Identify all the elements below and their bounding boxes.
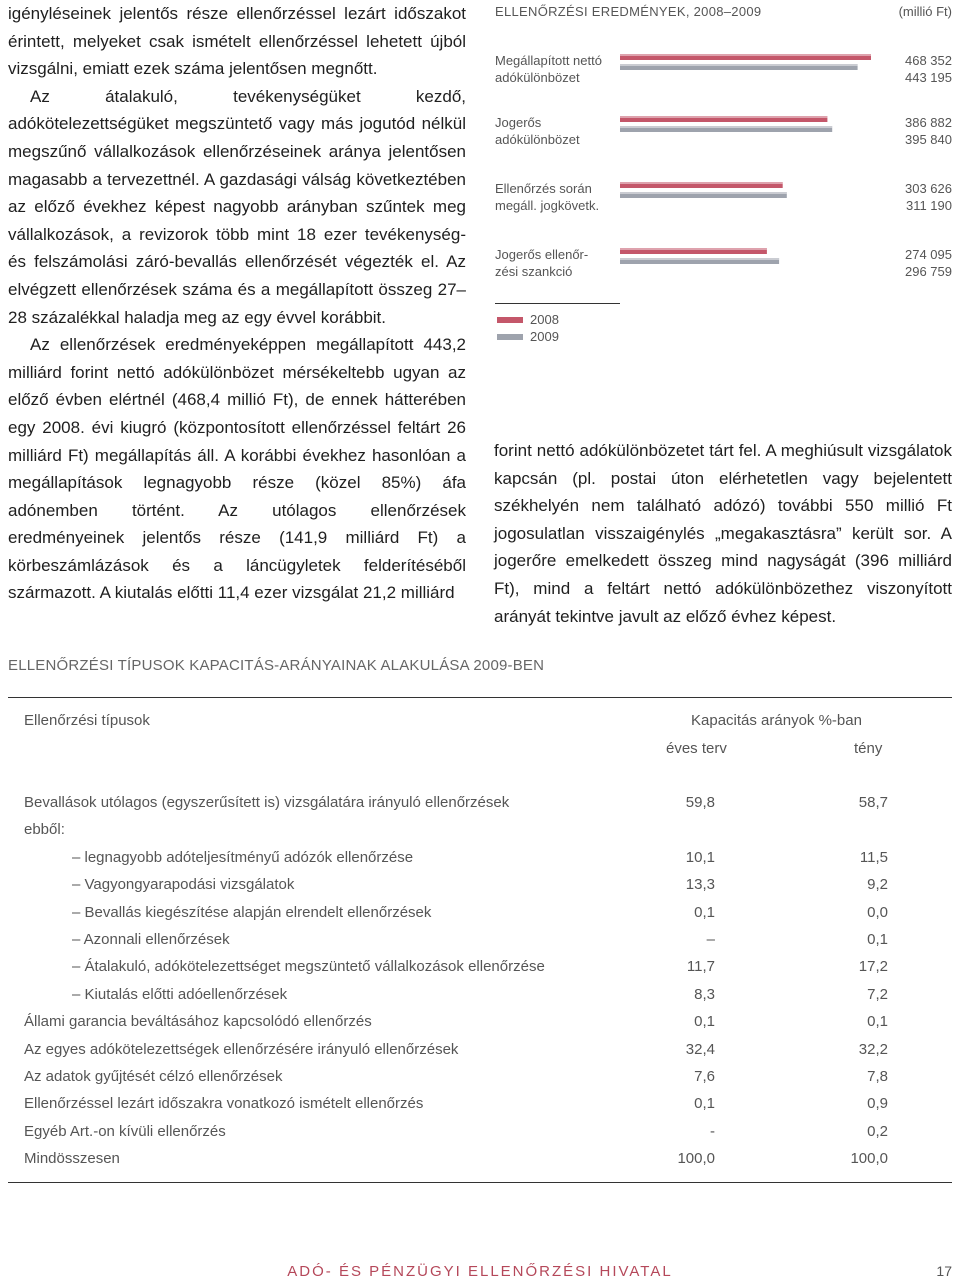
table-header-group: Kapacitás arányok %-ban	[691, 712, 862, 729]
table-row-label: Állami garancia beváltásához kapcsolódó ellenőrzés	[24, 1013, 372, 1031]
legend-swatch-2008	[497, 317, 523, 323]
bar-highlight	[620, 64, 858, 66]
paragraph-1: igényléseinek jelentős része ellenőrzéssel lezárt időszakot érintett, melyeket csak ismételt ellenőrzéssel lehetett újból vizsgálni, emiatt ezek száma jelentősen megnőtt.	[8, 4, 466, 79]
table-row-label: – Kiutalás előtti adóellenőrzések	[72, 985, 288, 1003]
bar-highlight	[620, 54, 871, 56]
table-row-label: Bevallások utólagos (egyszerűsített is) vizsgálatára irányuló ellenőrzések	[24, 794, 510, 811]
chart-category-label: Jogerős ellenőr- zési szankció	[495, 247, 589, 279]
chart-unit: (millió Ft)	[898, 4, 952, 19]
left-text-column	[8, 0, 466, 607]
legend-label-2009: 2009	[530, 329, 559, 344]
table-row-label: ebből:	[24, 821, 65, 839]
table-row-label: – Bevallás kiegészítése alapján elrendelt ellenőrzések	[72, 903, 432, 921]
table-row-label: – Vagyongyarapodási vizsgálatok	[72, 876, 295, 894]
table-title: ELLENŐRZÉSI TÍPUSOK KAPACITÁS-ARÁNYAINAK ALAKULÁSA 2009-BEN	[8, 657, 545, 674]
chart-value-label: 274 095 296 759	[905, 247, 952, 279]
table-row-label: Egyéb Art.-on kívüli ellenőrzés	[24, 1122, 226, 1140]
table-cell-actual: 0,9	[867, 1095, 888, 1113]
table-cell-plan: 10,1	[685, 848, 715, 866]
page-number: 17	[936, 1263, 952, 1279]
bar-highlight	[620, 182, 783, 184]
table-row-label: Mindösszesen	[24, 1150, 120, 1168]
legend-label-2008: 2008	[530, 312, 559, 327]
table-cell-actual: 9,2	[867, 876, 888, 894]
capacity-table	[8, 697, 952, 1183]
bar-highlight	[620, 116, 827, 118]
table-cell-plan: -	[710, 1122, 715, 1140]
table-row-label: Az adatok gyűjtését célzó ellenőrzések	[24, 1068, 283, 1085]
table-cell-actual: 100,0	[850, 1150, 888, 1168]
table-header-plan: éves terv	[666, 740, 727, 757]
bar-highlight	[620, 126, 832, 128]
table-cell-plan: –	[706, 931, 715, 948]
table-header-types: Ellenőrzési típusok	[24, 712, 150, 729]
table-cell-plan: 13,3	[685, 876, 715, 894]
chart-title: ELLENŐRZÉSI EREDMÉNYEK, 2008–2009	[495, 4, 762, 19]
chart-bars	[620, 40, 892, 290]
paragraph-4: forint nettó adókülönbözetet tárt fel. A meghiúsult vizsgálatok kapcsán (pl. postai úton elérhetetlen vagy bejelentett székhelyén nem található adózó) további 550 millió Ft jogosulatlan visszaigénylés „megakasztásra” került sor. A jogerőre emelkedett összeg mind nagyságát (396 milliárd Ft), mind a feltárt nettó adókülönbözethez viszonyított arányát tekintve javult az előző évhez képest.	[494, 441, 952, 626]
table-row-label: – Átalakuló, adókötelezettséget megszüntető vállalkozások ellenőrzése	[72, 958, 545, 976]
table-row-label: Az egyes adókötelezettségek ellenőrzésére irányuló ellenőrzések	[24, 1040, 459, 1058]
table-cell-actual: 7,2	[867, 985, 888, 1003]
chart-category-label: Ellenőrzés során megáll. jogkövetk.	[495, 181, 600, 213]
table-row-label: – legnagyobb adóteljesítményű adózók ellenőrzése	[72, 848, 414, 866]
table-cell-plan: 8,3	[694, 985, 715, 1003]
table-cell-plan: 11,7	[686, 958, 715, 976]
legend-swatch-2009	[497, 334, 523, 340]
table-cell-actual: 11,5	[859, 848, 888, 866]
footer-title: ADÓ- ÉS PÉNZÜGYI ELLENŐRZÉSI HIVATAL	[287, 1263, 673, 1280]
table-header-actual: tény	[854, 740, 883, 757]
table-cell-plan: 59,8	[685, 794, 715, 811]
chart-category-label: Megállapított nettó adókülönbözet	[495, 53, 602, 85]
paragraph-2: Az átalakuló, tevékenységüket kezdő, adókötelezettségüket megszüntető vagy más jogutód nélkül megszűnő vállalkozások ellenőrzéseinek aránya jelentősen magasabb a tervezettnél. A gazdasági válság következtében az előző évekhez képest nagyobb arányban szűntek meg vállalkozások, a revizorok több mint 18 ezer tevékenység- és felszámolási záró-bevallás ellenőrzését végezték el. Az elvégzett ellenőrzések száma és a megállapított összeg 27–28 százalékkal haladja meg az egy évvel korábbit.	[8, 86, 466, 327]
table-cell-actual: 0,1	[867, 931, 888, 948]
table-cell-actual: 0,1	[867, 1013, 888, 1031]
table-cell-plan: 100,0	[677, 1150, 715, 1168]
table-cell-plan: 0,1	[694, 1013, 715, 1031]
chart-value-label: 468 352 443 195	[905, 53, 952, 85]
right-text-column	[494, 437, 952, 630]
table-cell-actual: 0,0	[867, 903, 888, 921]
table-row-label: – Azonnali ellenőrzések	[72, 931, 230, 948]
chart-category-label: Jogerős adókülönbözet	[495, 115, 580, 147]
table-cell-actual: 32,2	[858, 1040, 888, 1058]
table-cell-actual: 58,7	[858, 794, 888, 811]
table-cell-plan: 0,1	[694, 1095, 715, 1113]
chart-value-label: 386 882 395 840	[905, 115, 952, 147]
table-cell-plan: 7,6	[694, 1068, 715, 1085]
table-cell-actual: 7,8	[867, 1068, 888, 1085]
bar-highlight	[620, 258, 779, 260]
chart-value-label: 303 626 311 190	[905, 181, 952, 213]
paragraph-3: Az ellenőrzések eredményeképpen megállapított 443,2 milliárd forint nettó adókülönbözet mérsékeltebb ugyan az előző évben elértnél (468,4 millió Ft), de ennek hátterében egy 2008. évi kiugró (központosított ellenőrzéssel feltárt 26 milliárd Ft) megállapítás áll. A korábbi évekhez hasonlóan a megállapítások legnagyobb része (közel 85%) áfa adónemben történt. Az utólagos ellenőrzések eredményeinek jelentős része (141,9 milliárd Ft) a körbeszámlázások és a láncügyletek felderítéséből származott. A kiutalás előtti 11,4 ezer vizsgálat 21,2 milliárd	[8, 335, 466, 603]
bar-highlight	[620, 248, 767, 250]
table-row-label: Ellenőrzéssel lezárt időszakra vonatkozó ismételt ellenőrzés	[24, 1095, 424, 1113]
bar-highlight	[620, 192, 787, 194]
table-cell-actual: 17,2	[858, 958, 888, 976]
legend-divider	[495, 303, 620, 304]
table-cell-actual: 0,2	[867, 1122, 888, 1140]
table-cell-plan: 32,4	[685, 1040, 715, 1058]
table-cell-plan: 0,1	[694, 903, 715, 921]
